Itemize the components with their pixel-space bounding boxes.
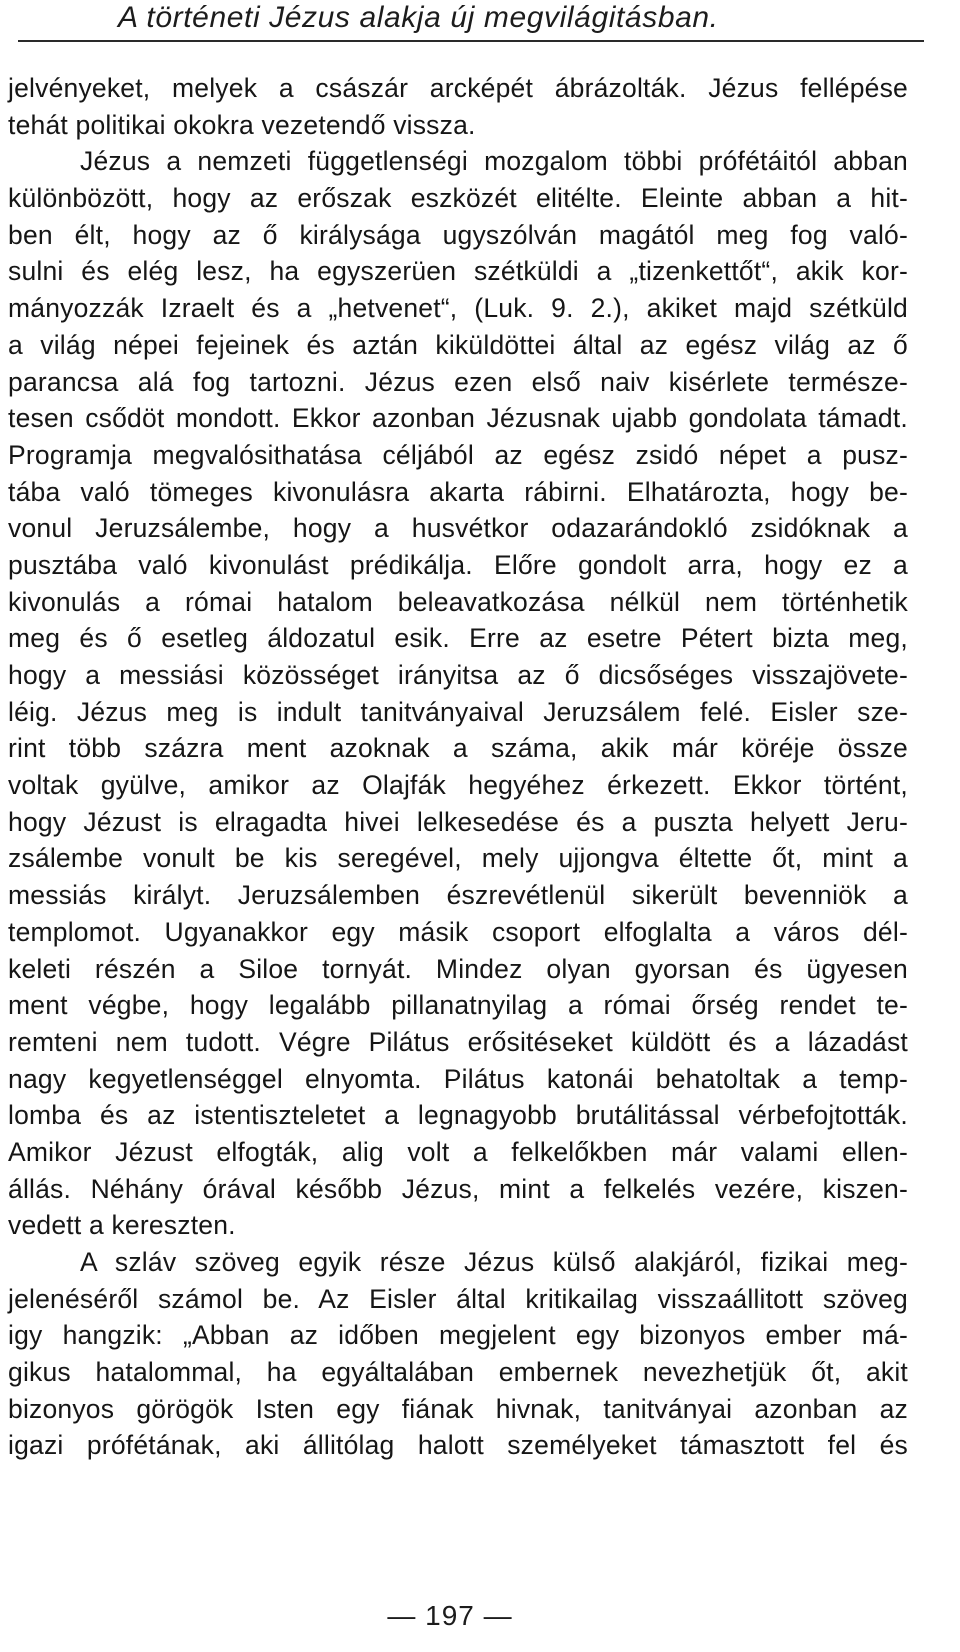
text-line: tehát politikai okokra vezetendő vissza. [8, 109, 476, 140]
text-line: rint több százra ment azoknak a száma, akik már köréje össze [8, 733, 908, 764]
text-line: pusztába való kivonulást prédikálja. Előre gondolt arra, hogy ez a [8, 549, 908, 580]
text-line: templomot. Ugyanakkor egy másik csoport elfoglalta a város dél- [8, 916, 908, 947]
text-line: gikus hatalommal, ha egyáltalában embernek nevezhetjük őt, akit [8, 1357, 908, 1388]
text-line: bizonyos görögök Isten egy fiának hivnak, tanitványai azonban az [8, 1393, 908, 1424]
text-line: ben élt, hogy az ő királysága ugyszólván magától meg fog való- [8, 219, 908, 250]
header-rule [18, 40, 924, 42]
text-line: ment végbe, hogy legalább pillanatnyilag a római őrség rendet te- [8, 990, 908, 1021]
text-line: tesen csődöt mondott. Ekkor azonban Jézusnak ujabb gondolata támadt. [8, 403, 908, 434]
text-line: Amikor Jézust elfogták, alig volt a felkelőkben már valami ellen- [8, 1136, 908, 1167]
text-line: messiás királyt. Jeruzsálemben észrevétlenül sikerült bevenniök a [8, 880, 908, 911]
text-line: jelenéséről számol be. Az Eisler által kritikailag visszaállitott szöveg [8, 1283, 908, 1314]
text-line: állás. Néhány órával később Jézus, mint a felkelés vezére, kiszen- [8, 1173, 908, 1204]
text-line: vonul Jeruzsálembe, hogy a husvétkor odazarándokló zsidóknak a [8, 513, 908, 544]
text-line: nagy kegyetlenséggel elnyomta. Pilátus katonái behatoltak a temp- [8, 1063, 908, 1094]
text-line: jelvényeket, melyek a császár arcképét ábrázolták. Jézus fellépése [8, 73, 908, 103]
body-text [8, 70, 908, 1464]
text-line: tába való tömeges kivonulásra akarta rábirni. Elhatározta, hogy be- [8, 476, 908, 507]
text-line: sulni és elég lesz, ha egyszerüen szétküldi a „tizenkettőt“, akik kor- [8, 256, 908, 287]
text-line: A szláv szöveg egyik része Jézus külső alakjáról, fizikai meg- [80, 1247, 908, 1277]
text-line: különbözött, hogy az erőszak eszközét elitélte. Eleinte abban a hit- [8, 183, 908, 214]
text-line: lomba és az istentiszteletet a legnagyobb brutálitással vérbefojtották. [8, 1100, 908, 1131]
text-line: remteni nem tudott. Végre Pilátus erősitéseket küldött és a lázadást [8, 1026, 908, 1057]
text-line: keleti részén a Siloe tornyát. Mindez olyan gyorsan és ügyesen [8, 953, 908, 984]
text-line: parancsa alá fog tartozni. Jézus ezen első naiv kisérlete természe- [8, 366, 908, 397]
text-line: vedett a kereszten. [8, 1210, 236, 1241]
text-line: Jézus a nemzeti függetlenségi mozgalom többi prófétáitól abban [80, 146, 908, 177]
text-line: kivonulás a római hatalom beleavatkozása nélkül nem történhetik [8, 586, 908, 617]
text-line: hogy a messiási közösséget irányitsa az ő dicsőséges visszajövete- [8, 660, 908, 690]
text-line: igy hangzik: „Abban az időben megjelent egy bizonyos ember má- [8, 1320, 908, 1351]
text-line: igazi prófétának, aki állitólag halott személyeket támasztott fel és [8, 1430, 908, 1461]
text-line: Programja megvalósithatása céljából az egész zsidó népet a pusz- [8, 439, 908, 470]
text-line: zsálembe vonult be kis seregével, mely ujjongva éltette őt, mint a [8, 843, 908, 874]
text-line: hogy Jézust is elragadta hivei lelkesedése és a puszta helyett Jeru- [8, 806, 908, 837]
page-number: — 197 — [387, 1600, 513, 1631]
text-line: voltak gyülve, amikor az Olajfák hegyéhez érkezett. Ekkor történt, [8, 770, 908, 801]
text-line: a világ népei fejeinek és aztán kiküldöttei által az egész világ az ő [8, 329, 908, 360]
running-header-title: A történeti Jézus alakja új megvilágitásban. [118, 1, 719, 34]
text-line: mányozzák Izraelt és a „hetvenet“, (Luk. 9. 2.), akiket majd szétküld [8, 293, 908, 324]
text-line: léig. Jézus meg is indult tanitványaival Jeruzsálem felé. Eisler sze- [8, 696, 908, 727]
text-line: meg és ő esetleg áldozatul esik. Erre az esetre Pétert bizta meg, [8, 623, 908, 654]
